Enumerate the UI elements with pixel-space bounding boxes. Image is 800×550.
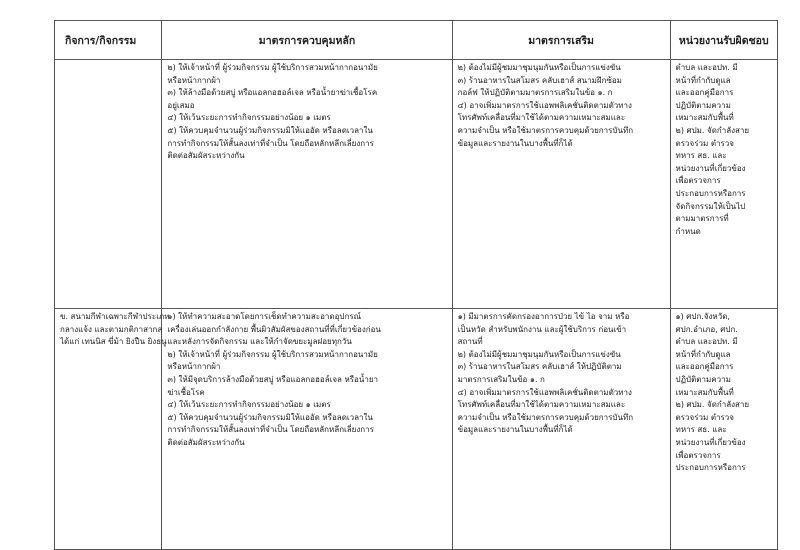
text-line: อยู่เสมอ	[167, 100, 195, 110]
text-line: เป็นหวัด สำหรับพนักงาน และผู้ใช้บริการ ก่อนเข้า	[457, 324, 627, 334]
text-line: ๒) ศปม. จัดกำลังสาย	[675, 400, 750, 410]
text-line: กำหนด	[675, 226, 701, 236]
text-line: ข้อมูลและรายงานในบางพื้นที่ก็ได้	[457, 425, 573, 435]
text-line: ๑) มีมาตรการคัดกรองอาการป่วย ไข้ ไอ จาม หรือ	[457, 312, 630, 321]
text-line: สถานที่	[457, 337, 483, 347]
header-activity: กิจการ/กิจกรรม	[55, 21, 162, 60]
text-line: ตำบล และอปท. มี	[675, 63, 738, 72]
header-row	[55, 21, 778, 60]
extra-measures-cell	[452, 309, 670, 550]
text-line: มาตรการเสริมในข้อ ๑. ก	[457, 374, 545, 384]
text-line: หรือหน้ากากผ้า	[167, 75, 221, 85]
header-extra-measures: มาตรการเสริม	[452, 21, 670, 60]
activity-cell	[55, 60, 162, 309]
text-line: ปฏิบัติตามความ	[675, 374, 731, 384]
text-line: กอล์ฟ ให้ปฏิบัติตามมาตรการเสริมในข้อ ๑. ก	[457, 88, 613, 98]
text-line: ฆ่าเชื้อโรค	[167, 387, 205, 397]
agency-cell	[670, 60, 777, 309]
text-line: ๓) ให้ล้างมือด้วยสบู่ หรือแอลกอฮอล์เจล หรือน้ำยาฆ่าเชื้อโรค	[167, 88, 378, 98]
text-line: ๔) ให้เว้นระยะการทำกิจกรรมอย่างน้อย ๑ เมตร	[167, 400, 331, 410]
extra-measures-cell	[452, 60, 670, 309]
text-line: ติดต่อสัมผัสระหว่างกัน	[167, 151, 245, 161]
text-line: เหมาะสมกับพื้นที่	[675, 387, 734, 397]
agency-cell	[670, 309, 777, 550]
activity-cell	[55, 309, 170, 550]
table-row	[55, 60, 778, 309]
text-line: เพื่อตรวจการ	[675, 450, 721, 460]
text-line: ๒) ศปม. จัดกำลังสาย	[675, 125, 750, 135]
text-line: ประกอบการหรือการ	[675, 463, 746, 473]
main-measures-cell	[162, 309, 452, 550]
text-line: หรือหน้ากากผ้า	[167, 362, 221, 372]
table-row	[55, 309, 778, 550]
text-line: ตามมาตรการที่	[675, 214, 729, 224]
text-line: การทำกิจกรรมให้สั้นลงเท่าที่จำเป็น โดยถือหลักหลีกเลี่ยงการ	[167, 138, 374, 148]
text-line: ได้แก่ เทนนิส ขี่ม้า ยิงปืน ยิงธนู	[60, 337, 167, 347]
text-line: ๓) ร้านอาหารในสโมสร คลับเฮาส์ ให้ปฏิบัติตาม	[457, 362, 622, 372]
text-line: เหมาะสมกับพื้นที่	[675, 113, 734, 123]
main-measures-cell	[162, 60, 452, 309]
text-line: ความจำเป็น หรือใช้มาตรการควบคุมด้วยการบันทึก	[457, 412, 634, 422]
text-line: ติดต่อสัมผัสระหว่างกัน	[167, 437, 245, 447]
header-agency: หน่วยงานรับผิดชอบ	[670, 21, 777, 60]
text-line: หน่วยงานที่เกี่ยวข้อง	[675, 163, 746, 173]
text-line: หน้าที่กำกับดูแล	[675, 75, 731, 85]
text-line: ๑) ให้ทำความสะอาดโดยการเช็ดทำความสะอาดอุปกรณ์	[167, 312, 362, 321]
text-line: ๒) ต้องไม่มีผู้ชมมาชุมนุมกันหรือเป็นการแข่งขัน	[457, 63, 621, 72]
text-line: ข. สนามกีฬาเฉพาะกีฬาประเภท	[60, 312, 170, 321]
text-line: ความจำเป็น หรือใช้มาตรการควบคุมด้วยการบันทึก	[457, 125, 634, 135]
text-line: ทหาร สธ. และ	[675, 151, 727, 161]
text-line: ข้อมูลและรายงานในบางพื้นที่ก็ได้	[457, 138, 573, 148]
text-line: หน่วยงานที่เกี่ยวข้อง	[675, 437, 746, 447]
text-line: ๕) ให้ควบคุมจำนวนผู้ร่วมกิจกรรมมิให้แออัด หรือลดเวลาใน	[167, 412, 373, 422]
text-line: ๒) ต้องไม่มีผู้ชมมาชุมนุมกันหรือเป็นการแข่งขัน	[457, 349, 621, 359]
text-line: และออกคู่มือการ	[675, 88, 734, 98]
text-line: ๒) ให้เจ้าหน้าที่ ผู้ร่วมกิจกรรม ผู้ใช้บริการสวมหน้ากากอนามัย	[167, 349, 378, 359]
text-line: ตรวจร่วม ตำรวจ	[675, 138, 734, 148]
text-line: โทรศัพท์เคลื่อนที่มาใช้ได้ตามความเหมาะสมและ	[457, 400, 626, 410]
text-line: ๔) อาจเพิ่มมาตรการใช้แอพพลิเคชั่นติดตามตัวทาง	[457, 387, 632, 397]
text-line: และหลังการจัดกิจกรรม และให้กำจัดขยะมูลฝอยทุกวัน	[167, 337, 352, 347]
text-line: เพื่อตรวจการ	[675, 176, 721, 186]
text-line: ๑) ศปก.จังหวัด,	[675, 312, 730, 321]
header-main-measures: มาตรการควบคุมหลัก	[162, 21, 452, 60]
text-line: ทหาร สธ. และ	[675, 425, 727, 435]
text-line: ๔) อาจเพิ่มมาตรการใช้แอพพลิเคชั่นติดตามตัวทาง	[457, 100, 632, 110]
text-line: เครื่องเล่นออกกำลังกาย พื้นผิวสัมผัสของสถานที่ที่เกี่ยวข้องก่อน	[167, 324, 381, 334]
text-line: โทรศัพท์เคลื่อนที่มาใช้ได้ตามความเหมาะสมและ	[457, 113, 626, 123]
text-line: ๓) ให้มีจุดบริการล้างมือด้วยสบู่ หรือแอลกอฮอล์เจล หรือน้ำยา	[167, 374, 378, 384]
text-line: หน้าที่กำกับดูแล	[675, 349, 731, 359]
text-line: ๕) ให้ควบคุมจำนวนผู้ร่วมกิจกรรมมิให้แออัด หรือลดเวลาใน	[167, 125, 373, 135]
text-line: ตำบล และอปท. มี	[675, 337, 738, 347]
text-line: กลางแจ้ง และตามกติกาสากล	[60, 324, 163, 334]
text-line: จัดกิจกรรมให้เป็นไป	[675, 201, 746, 211]
text-line: ตรวจร่วม ตำรวจ	[675, 412, 734, 422]
text-line: และออกคู่มือการ	[675, 362, 734, 372]
text-line: การทำกิจกรรมให้สั้นลงเท่าที่จำเป็น โดยถือหลักหลีกเลี่ยงการ	[167, 425, 374, 435]
text-line: ๒) ให้เจ้าหน้าที่ ผู้ร่วมกิจกรรม ผู้ใช้บริการสวมหน้ากากอนามัย	[167, 63, 378, 72]
measures-table	[54, 20, 778, 550]
text-line: ๔) ให้เว้นระยะการทำกิจกรรมอย่างน้อย ๑ เมตร	[167, 113, 331, 123]
text-line: ศปก.อำเภอ, ศปก.	[675, 324, 738, 334]
text-line: ประกอบการหรือการ	[675, 188, 746, 198]
text-line: ๓) ร้านอาหารในสโมสร คลับเฮาส์ สนามฝึกซ้อม	[457, 75, 622, 85]
text-line: ปฏิบัติตามความ	[675, 100, 731, 110]
